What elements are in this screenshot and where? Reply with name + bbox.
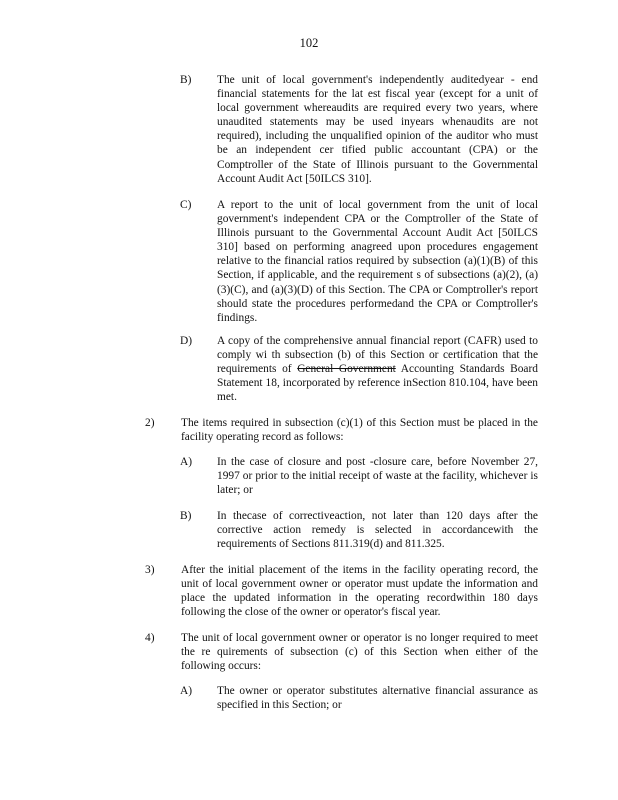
list-item-3-update — [145, 563, 538, 619]
item-label: A) — [180, 456, 193, 468]
item-text — [217, 334, 538, 404]
list-item-b-corrective-action — [180, 509, 538, 551]
struck-text: General Government — [297, 363, 396, 376]
item-label: C) — [180, 199, 192, 211]
item-text-before: A copy of the comprehensive annual financial report (CAFR) used to comply wi th subsection (b) of this Section or certification that the requirements of — [217, 335, 538, 376]
list-item-a-substitutes — [180, 684, 538, 712]
item-label: B) — [180, 510, 192, 522]
item-label: D) — [180, 335, 193, 347]
page-number: 102 — [299, 36, 319, 50]
list-item-d-cafr-copy — [180, 334, 538, 404]
list-item-c-cpa-report — [180, 198, 538, 325]
item-label: A) — [180, 685, 193, 697]
list-item-2-placement — [145, 416, 538, 444]
item-label: 3) — [145, 564, 155, 576]
list-item-4-no-longer-required — [145, 631, 538, 673]
item-label: 4) — [145, 632, 155, 644]
item-text: In the case of closure and post -closure care, before November 27, 1997 or prior to the initial receipt of waste at the facility, whichever is later; or — [217, 456, 538, 497]
item-text: A report to the unit of local government from the unit of local government's independent CPA or the Comptroller of the State of Illinois pursuant to the Governmental Account Audit Act [50ILCS 310] based on performing anagreed upon procedures engagement relative to the financial ratios required by subsection (a)(1)(B) of this Section, if applicable, and the requirement s of subsections (a)(2), (a)(3)(C), and (a)(3)(D) of this Section. The CPA or Comptroller's report should state the procedures performedand the CPA or Comptroller's findings. — [217, 199, 538, 324]
list-item-b-audited-statements — [180, 73, 538, 186]
item-text: The owner or operator substitutes alternative financial assurance as specified in this Section; or — [217, 685, 538, 712]
item-text: The unit of local government owner or operator is no longer required to meet the re quirements of subsection (c) of this Section when either of the following occurs: — [181, 632, 538, 673]
item-label: 2) — [145, 417, 155, 429]
item-label: B) — [180, 74, 192, 86]
item-text: In thecase of correctiveaction, not later than 120 days after the corrective action remedy is selected in accordancewith the requirements of Sections 811.319(d) and 811.325. — [217, 510, 538, 551]
item-text: The unit of local government's independently auditedyear - end financial statements for the lat est fiscal year (except for a unit of local government whereaudits are required every two years, where unaudited statements may be used inyears whenaudits are not required), including the unqualified opinion of the auditor who must be an independent cer tified public accountant (CPA) or the Comptroller of the State of Illinois pursuant to the Governmental Account Audit Act [50ILCS 310]. — [217, 74, 538, 185]
list-item-a-closure — [180, 455, 538, 497]
item-text: The items required in subsection (c)(1) of this Section must be placed in the facility operating record as follows: — [181, 417, 538, 444]
item-text: After the initial placement of the items in the facility operating record, the unit of local government owner or operator must update the information and place the updated information in the operating recordwithin 180 days following the close of the owner or operator's fiscal year. — [181, 564, 538, 619]
item-text-after: Accounting Standards Board Statement 18, incorporated by reference inSection 810.104, have been met. — [217, 363, 538, 404]
